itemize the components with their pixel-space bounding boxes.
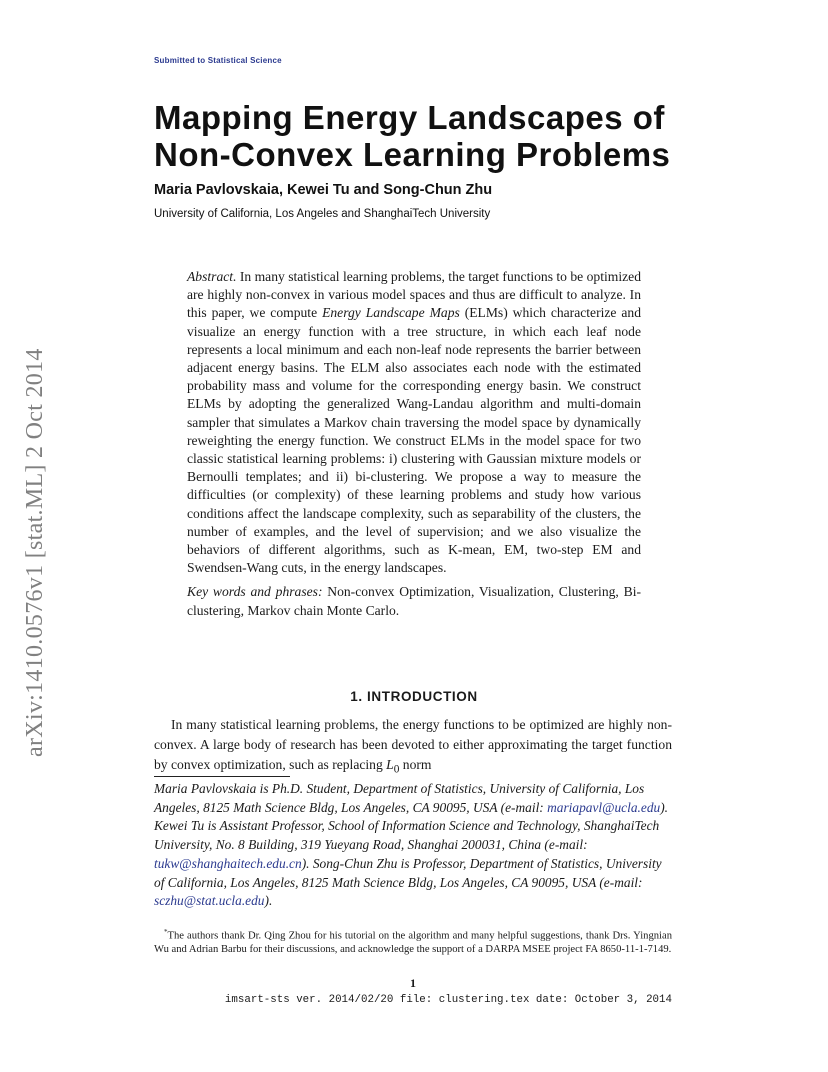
keywords [187, 583, 641, 619]
abstract-label: Abstract. [187, 269, 237, 284]
intro-text-2: norm [399, 757, 432, 772]
email-link-tu[interactable]: tukw@shanghaitech.edu.cn [154, 855, 302, 871]
email-link-pavlovskaia[interactable]: mariapavl@ucla.edu [547, 799, 661, 815]
section-heading: 1. INTRODUCTION [350, 689, 478, 704]
math-variable: L [386, 757, 394, 772]
paper-title-line-1: Mapping Energy Landscapes of [154, 99, 665, 136]
footnote-thanks-text: The authors thank Dr. Qing Zhou for his tutorial on the algorithm and many helpful suggestions, thank Drs. Yingnian Wu and Adrian Barbu for their discussions, and acknowledge the support of a DARPA MSEE project FA 8650-11-1-7149. [154, 930, 672, 956]
affiliation: University of California, Los Angeles and ShanghaiTech University [154, 208, 491, 220]
footnote-affil-text-2: ). Kewei Tu is Assistant Professor, School of Information Science and Technology, ShanghaiTech University, No. 8 Building, 319 Yueyang Road, Shanghai 200031, China (e-mail: [154, 799, 669, 853]
abstract-body [187, 268, 641, 577]
footnote-thanks [154, 926, 672, 957]
footnote-mark: * [164, 928, 168, 936]
keywords-text: Non-convex Optimization, Visualization, Clustering, Bi-clustering, Markov chain Monte Carlo. [187, 584, 641, 618]
page-number: 1 [410, 976, 416, 990]
intro-text-1: In many statistical learning problems, the energy functions to be optimized are highly non-convex. A large body of research has been devoted to either approximating the target function by convex optimization, such as replacing [154, 717, 672, 772]
footnote-divider [154, 776, 290, 777]
abstract-text-1: In many statistical learning problems, the target functions to be optimized are highly non-convex in various model spaces and thus are difficult to analyze. In this paper, we compute [187, 269, 641, 321]
paper-title-line-2: Non-Convex Learning Problems [154, 136, 671, 173]
footer-info: imsart-sts ver. 2014/02/20 file: clustering.tex date: October 3, 2014 [224, 994, 672, 1006]
abstract-emphasis: Energy Landscape Maps [322, 305, 460, 321]
math-subscript: 0 [393, 763, 400, 776]
abstract [187, 268, 641, 620]
authors: Maria Pavlovskaia, Kewei Tu and Song-Chun Zhu [154, 182, 493, 198]
journal-header: Submitted to Statistical Science [154, 56, 282, 65]
keywords-label: Key words and phrases: [187, 584, 323, 600]
footnote-affil-text-1: Maria Pavlovskaia is Ph.D. Student, Department of Statistics, University of California, Los Angeles, 8125 Math Science Bldg, Los Angeles, CA 90095, USA (e-mail: [154, 781, 645, 815]
footnote-affil-text-4: ). [264, 893, 273, 909]
intro-paragraph [154, 715, 672, 780]
email-link-zhu[interactable]: sczhu@stat.ucla.edu [154, 893, 265, 909]
footnote-affiliation [154, 780, 672, 911]
footnote-affil-text-3: ). Song-Chun Zhu is Professor, Department of Statistics, University of California, Los Angeles, 8125 Math Science Bldg, Los Angeles, CA 90095, USA (e-mail: [154, 855, 662, 890]
abstract-text-2: (ELMs) which characterize and visualize an energy function with a tree structure, in which each leaf node represents a local minimum and each non-leaf node represents the barrier between adjacent energy basins. The ELM also associates each node with the estimated probability mass and volume for the corresponding energy basin. We construct ELMs by adopting the generalized Wang-Landau algorithm and multi-domain sampler that simulates a Markov chain traversing the model space by dynamically reweighting the energy function. We construct ELMs in the model space for two classic statistical learning problems: i) clustering with Gaussian mixture models or Bernoulli templates; and ii) bi-clustering. We propose a way to measure the difficulties (or complexity) of these learning problems and study how various conditions affect the landscape complexity, such as separability of the clusters, the number of examples, and the level of supervision; and we also visualize the behaviors of different algorithms, such as K-mean, EM, two-step EM and Swendsen-Wang cuts, in the energy landscapes. [187, 305, 642, 576]
arxiv-stamp: arXiv:1410.0576v1 [stat.ML] 2 Oct 2014 [22, 348, 48, 757]
